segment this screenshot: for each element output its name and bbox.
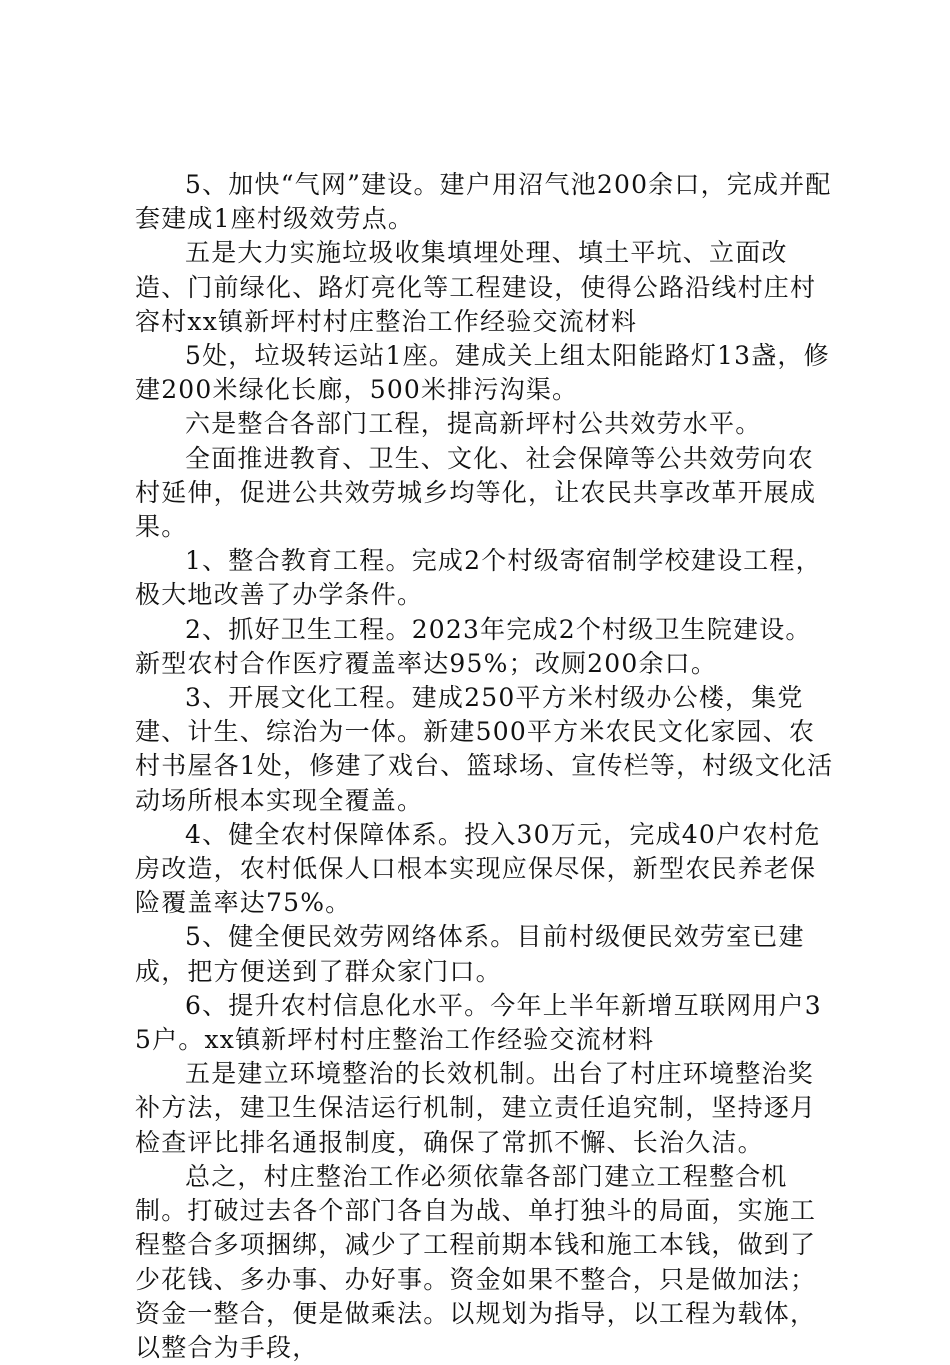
paragraph: 五是建立环境整治的长效机制。出台了村庄环境整治奖补方法，建卫生保洁运行机制，建立责任追究制，坚持逐月检查评比排名通报制度，确保了常抓不懈、长治久洁。 (135, 1059, 817, 1157)
paragraph: 1、整合教育工程。完成2个村级寄宿制学校建设工程，极大地改善了办学条件。 (135, 546, 822, 610)
paragraph: 3、开展文化工程。建成250平方米村级办公楼，集党建、计生、综治为一体。新建500平方米农民文化家园、农村书屋各1处，修建了戏台、篮球场、宣传栏等，村级文化活动场所根本实现全覆盖。 (135, 683, 834, 815)
paragraph: 2、抓好卫生工程。2023年完成2个村级卫生院建设。新型农村合作医疗覆盖率达95%；改厕200余口。 (135, 614, 812, 678)
paragraph: 5处，垃圾转运站1座。建成关上组太阳能路灯13盏，修建200米绿化长廊，500米排污沟渠。 (135, 341, 830, 405)
paragraph: 总之，村庄整治工作必须依靠各部门建立工程整合机制。打破过去各个部门各自为战、单打独斗的局面，实施工程整合多项捆绑，减少了工程前期本钱和施工本钱，做到了少花钱、多办事、办好事。资金如果不整合，只是做加法；资金一整合，便是做乘法。以规划为指导，以工程为载体，以整合为手段， (135, 1161, 817, 1362)
document-body (135, 168, 835, 1365)
paragraph: 六是整合各部门工程，提高新坪村公共效劳水平。 (185, 409, 762, 439)
paragraph: 4、健全农村保障体系。投入30万元，完成40户农村危房改造，农村低保人口根本实现应保尽保，新型农民养老保险覆盖率达75%。 (135, 819, 821, 918)
paragraph: 5、健全便民效劳网络体系。目前村级便民效劳室已建成，把方便送到了群众家门口。 (135, 922, 805, 986)
paragraph: 五是大力实施垃圾收集填埋处理、填土平坑、立面改造、门前绿化、路灯亮化等工程建设，使得公路沿线村庄村容村xx镇新坪村村庄整治工作经验交流材料 (135, 238, 817, 336)
paragraph: 全面推进教育、卫生、文化、社会保障等公共效劳向农村延伸，促进公共效劳城乡均等化，让农民共享改革开展成果。 (135, 443, 817, 542)
paragraph: 5、加快“气网”建设。建户用沼气池200余口，完成并配套建成1座村级效劳点。 (135, 170, 832, 234)
paragraph: 6、提升农村信息化水平。今年上半年新增互联网用户35户。xx镇新坪村村庄整治工作经验交流材料 (135, 990, 822, 1055)
